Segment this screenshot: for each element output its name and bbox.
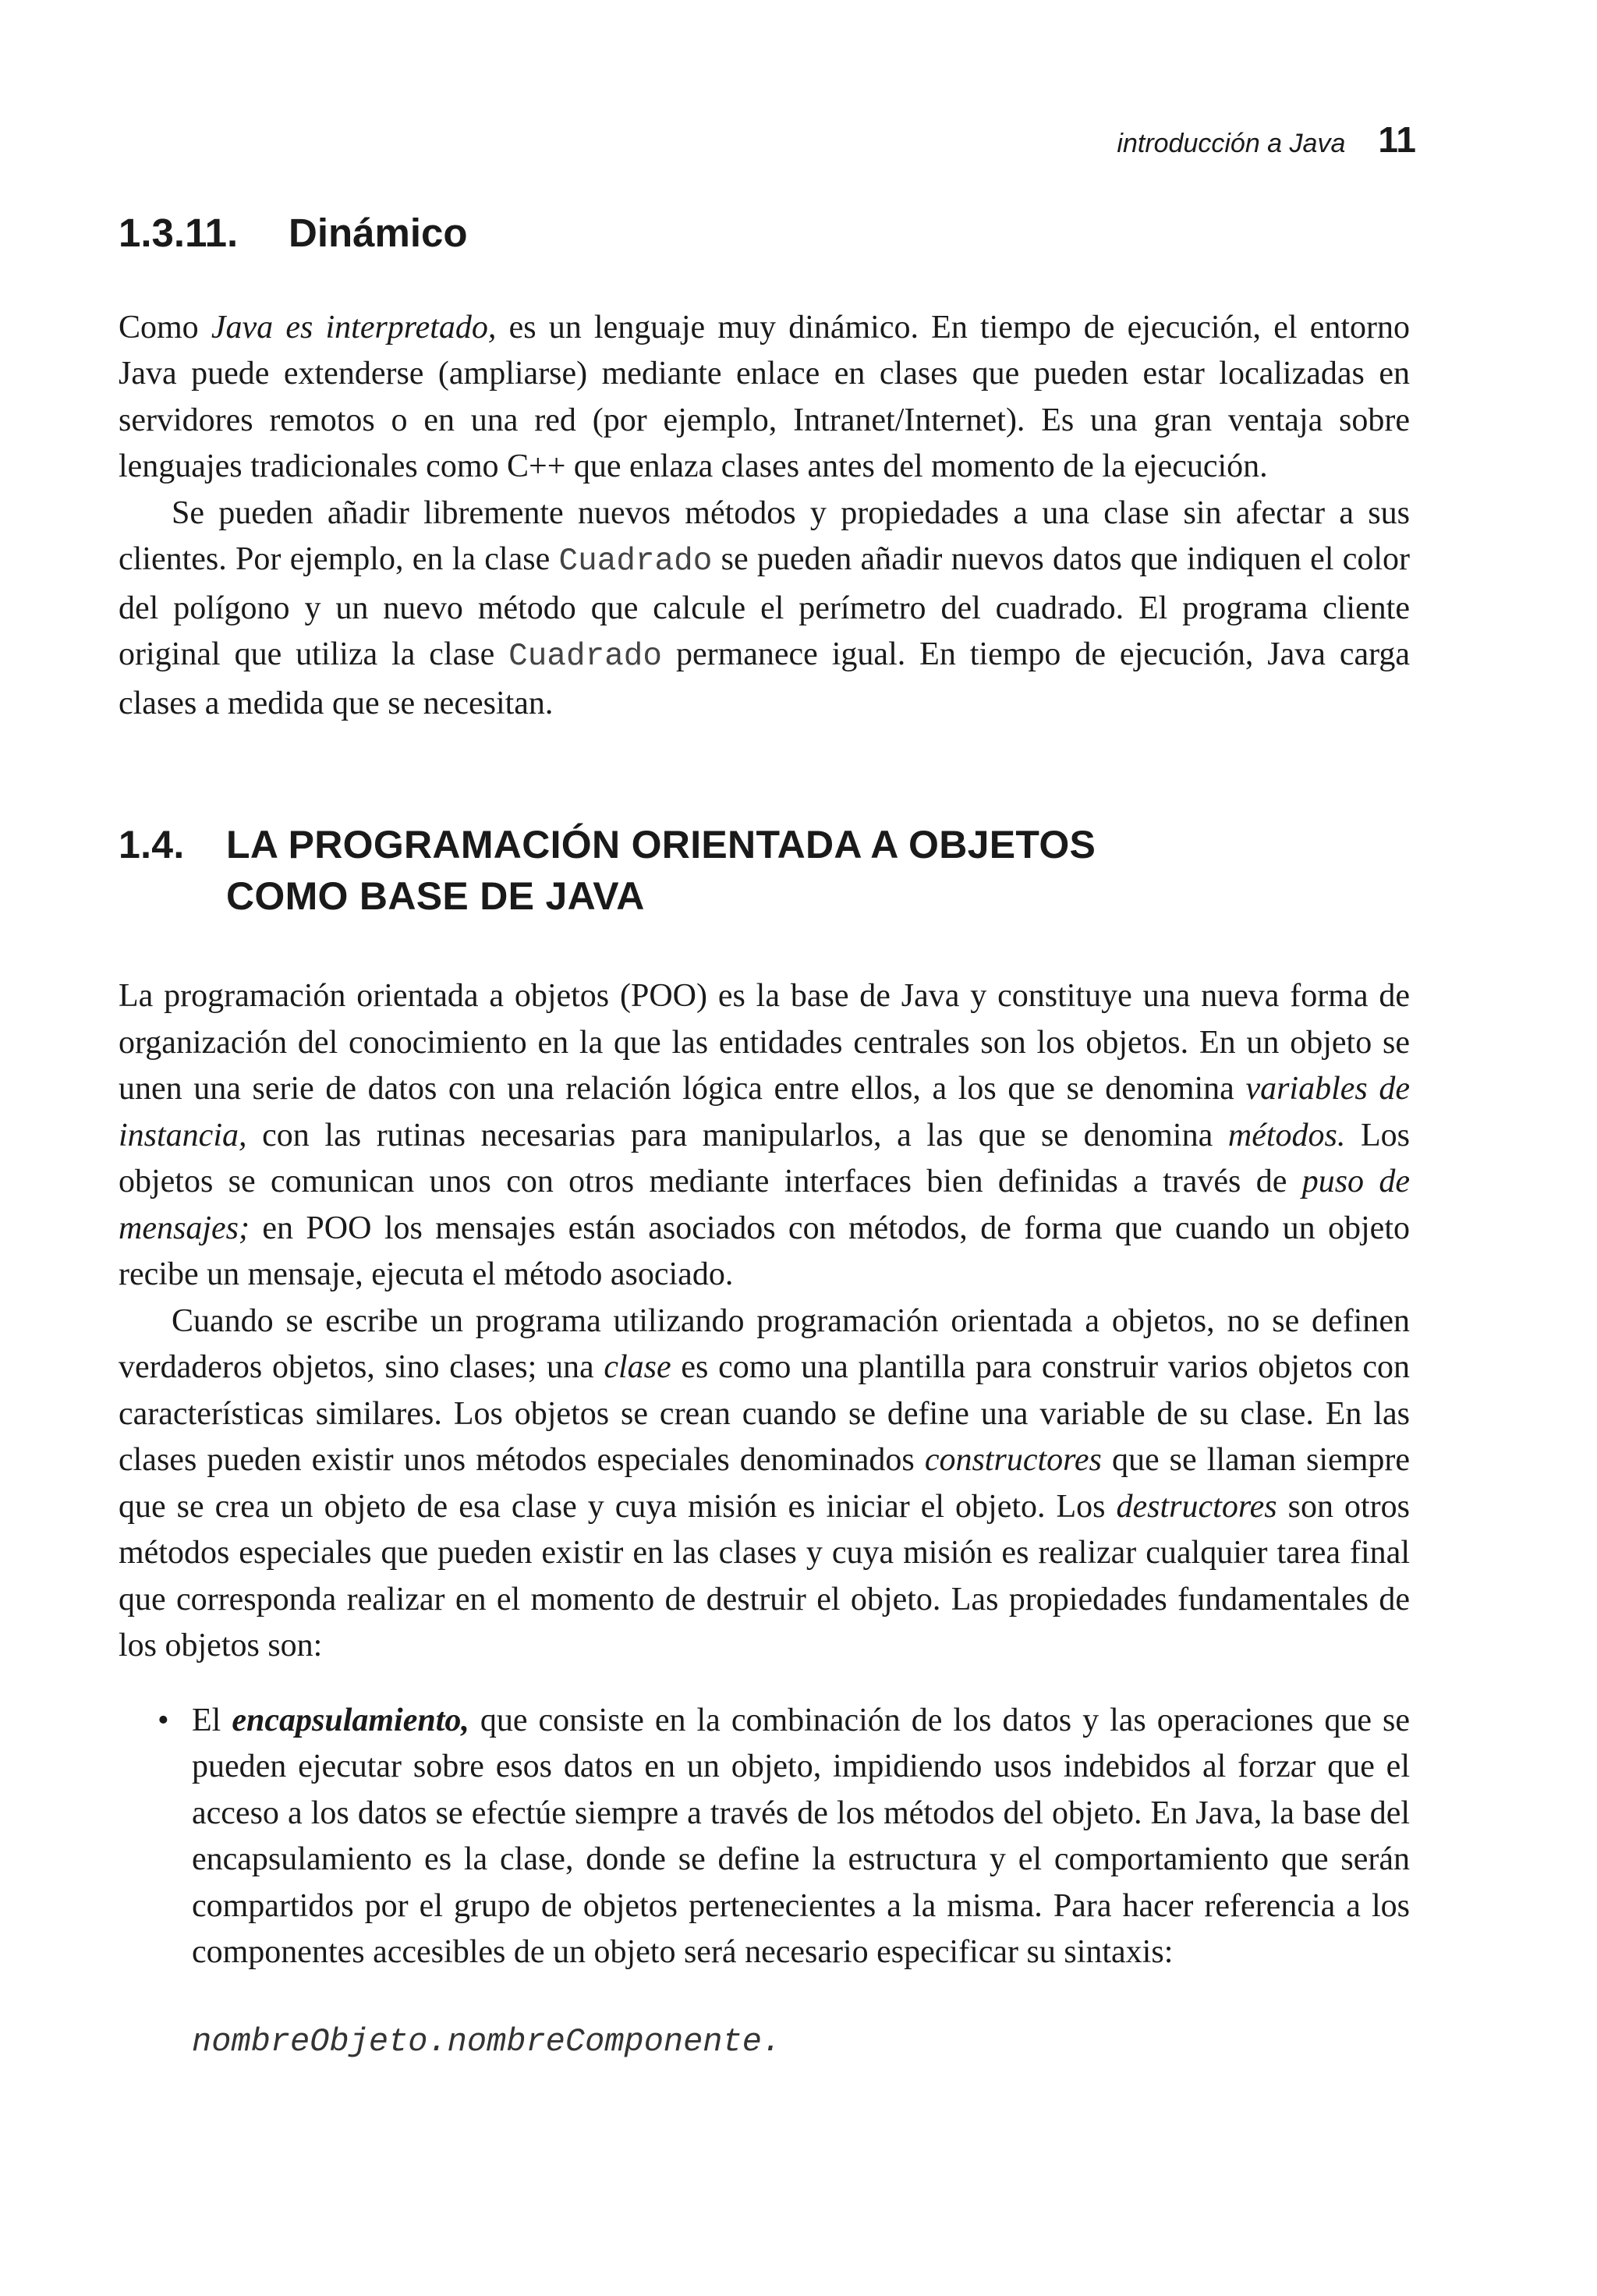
text-run: que se llaman siempre que se crea un objeto de esa clase y cuya misión es iniciar el objeto. Los <box>119 1442 1410 1525</box>
section-heading-dinamico <box>119 211 1410 257</box>
italic-text: variables de instancia, <box>119 1071 1410 1153</box>
text-run: Cuando se escribe un programa utilizando programación orientada a objetos, no se definen verdaderos objetos, sino clases; una <box>119 1302 1410 1386</box>
text-run: La programación orientada a objetos (POO) es la base de Java y constituye una nueva forma de organización del conocimiento en la que las entidades centrales son los objetos. En un objeto se unen una serie de datos con una relación lógica entre ellos, a los que se denomina <box>119 978 1410 1107</box>
text-run: El <box>192 1702 232 1738</box>
italic-text: clase <box>604 1349 671 1386</box>
italic-text: constructores <box>924 1442 1102 1479</box>
section-title: Dinámico <box>289 211 468 255</box>
text-run: Los objetos se comunican unos con otros mediante interfaces bien definidas a través de <box>119 1117 1411 1200</box>
text-run: son otros métodos especiales que pueden existir en las clases y cuya misión es realizar cualquier tarea final que corresponda realizar en el momento de destruir el objeto. Las propiedades fundamentales de los objetos son: <box>119 1488 1410 1664</box>
running-title: introducción a Java <box>1117 129 1346 158</box>
text-run: es como una plantilla para construir varios objetos con características similares. Los objetos se crean cuando se define una variable de su clase. En las clases pueden existir unos métodos especiales denominados <box>119 1349 1410 1479</box>
paragraph-dinamico-2 <box>119 491 1410 728</box>
text-run: se pueden añadir nuevos datos que indiquen el color del polígono y un nuevo método que calcule el perímetro del cuadrado. El programa cliente original que utiliza la clase <box>119 541 1410 673</box>
text-run: con las rutinas necesarias para manipularlos, a las que se denomina <box>246 1117 1228 1153</box>
properties-list <box>119 1698 1410 1976</box>
text-run: es un lenguaje muy dinámico. En tiempo de ejecución, el entorno Java puede extenderse (ampliarse) mediante enlace en clases que pueden estar localizadas en servidores remotos o en una red (por ejemplo, Intranet/Internet). Es una gran ventaja sobre lenguajes tradicionales como C++ que enlaza clases antes del momento de la ejecución. <box>119 309 1410 485</box>
paragraph-poo-1 <box>119 973 1410 1299</box>
page-content <box>119 211 1410 2060</box>
code-class-name: Cuadrado <box>558 544 713 580</box>
section-heading-poo <box>119 819 1410 922</box>
bullet-icon: • <box>158 1702 169 1738</box>
section-title <box>226 819 1096 922</box>
section-number: 1.3.11. <box>119 211 239 255</box>
text-run: en POO los mensajes están asociados con métodos, de forma que cuando un objeto recibe un mensaje, ejecuta el método asociado. <box>119 1210 1410 1293</box>
italic-text: destructores <box>1116 1488 1277 1525</box>
running-header <box>1117 119 1416 161</box>
page-number: 11 <box>1378 119 1416 160</box>
italic-text: métodos. <box>1227 1117 1346 1153</box>
text-run: Se pueden añadir libremente nuevos métodos y propiedades a una clase sin afectar a sus clientes. Por ejemplo, en la clase <box>119 494 1410 578</box>
italic-text: Java es interpretado, <box>211 309 497 345</box>
section-title-line-1: LA PROGRAMACIÓN ORIENTADA A OBJETOS <box>226 823 1096 867</box>
code-example: nombreObjeto.nombreComponente. <box>192 2022 782 2060</box>
text-run: permanece igual. En tiempo de ejecución, Java carga clases a medida que se necesitan. <box>119 636 1410 721</box>
list-item-encapsulamiento <box>158 1698 1411 1976</box>
section-title-line-2: COMO BASE DE JAVA <box>226 874 645 919</box>
italic-text: puso de mensajes; <box>119 1164 1410 1246</box>
paragraph-dinamico-1 <box>119 305 1410 491</box>
bold-italic-term: encapsulamiento, <box>232 1702 469 1738</box>
code-class-name: Cuadrado <box>508 639 663 675</box>
text-run: Como <box>119 309 211 345</box>
paragraph-poo-2 <box>119 1299 1410 1670</box>
text-run: que consiste en la combinación de los datos y las operaciones que se pueden ejecutar sobre esos datos en un objeto, impidiendo usos indebidos al forzar que el acceso a los datos se efectúe siempre a través de los métodos del objeto. En Java, la base del encapsulamiento es la clase, donde se define la estructura y el comportamiento que serán compartidos por el grupo de objetos pertenecientes a la misma. Para hacer referencia a los componentes accesibles de un objeto será necesario especificar su sintaxis: <box>192 1702 1411 1971</box>
section-number: 1.4. <box>119 823 185 867</box>
